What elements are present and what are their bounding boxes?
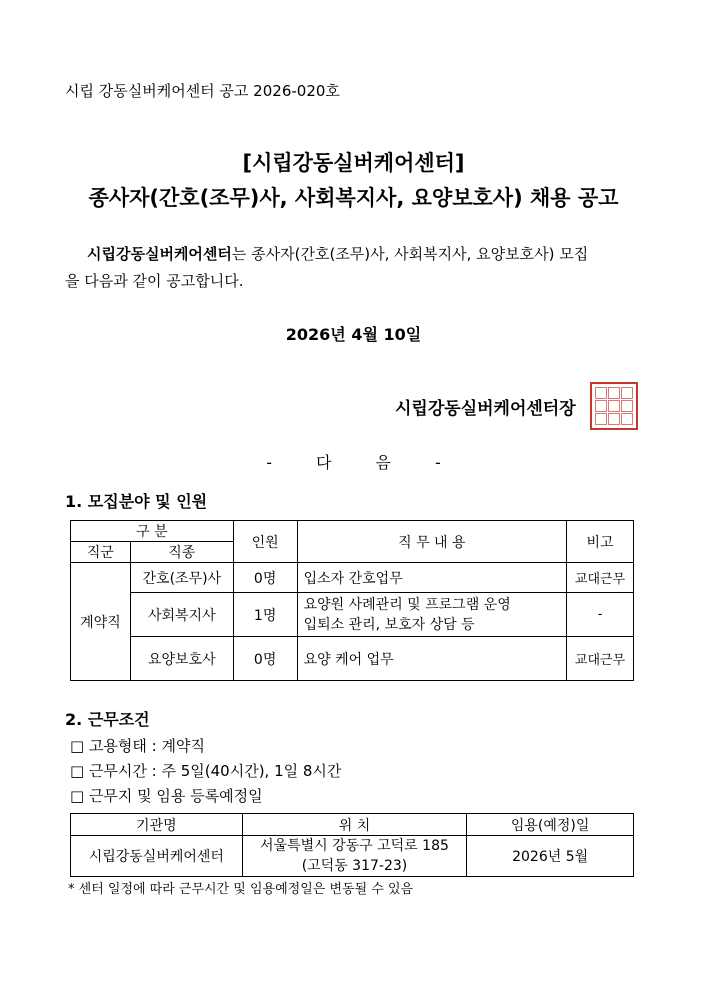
section2-heading: 2. 근무조건 — [65, 710, 150, 729]
header-headcount: 인원 — [233, 521, 297, 563]
duties-line-1: 요양원 사례관리 및 프로그램 운영 — [303, 596, 511, 613]
header-location: 위 치 — [242, 814, 467, 836]
intro-line1-rest: 는 종사자(간호(조무)사, 사회복지사, 요양보호사) 모집 — [231, 245, 589, 263]
table-row — [71, 836, 634, 877]
condition-work-hours: □ 근무시간 : 주 5일(40시간), 1일 8시간 — [70, 762, 342, 780]
remarks-cell: - — [567, 593, 634, 637]
location-cell — [242, 836, 467, 877]
duties-cell: 요양 케어 업무 — [297, 637, 566, 681]
remarks-cell: 교대근무 — [567, 563, 634, 593]
intro-line2: 을 다음과 같이 공고합니다. — [65, 272, 244, 290]
headcount-cell: 0명 — [233, 637, 297, 681]
duties-cell — [297, 593, 566, 637]
dagum-divider — [0, 450, 707, 473]
headcount-cell: 0명 — [233, 563, 297, 593]
duties-line-2: 입퇴소 관리, 보호자 상담 등 — [303, 616, 475, 633]
table-row — [71, 593, 634, 637]
header-remarks: 비고 — [567, 521, 634, 563]
recruitment-table — [70, 520, 634, 681]
start-date-cell: 2026년 5월 — [467, 836, 634, 877]
dagum-char-2: 음 — [375, 453, 391, 472]
header-start-date: 임용(예정)일 — [467, 814, 634, 836]
dagum-dash-left: - — [266, 453, 273, 472]
header-duties: 직 무 내 용 — [297, 521, 566, 563]
org-cell: 시립강동실버케어센터 — [71, 836, 243, 877]
announcement-date: 2026년 4월 10일 — [285, 325, 422, 344]
title-line-1: [시립강동실버케어센터] — [242, 151, 465, 175]
table-row — [71, 563, 634, 593]
type-cell: 요양보호사 — [130, 637, 233, 681]
title-line-2: 종사자(간호(조무)사, 사회복지사, 요양보호사) 채용 공고 — [88, 186, 619, 210]
header-org: 기관명 — [71, 814, 243, 836]
intro-paragraph — [65, 241, 643, 295]
condition-employment-type: □ 고용형태 : 계약직 — [70, 737, 205, 755]
footnote: * 센터 일정에 따라 근무시간 및 임용예정일은 변동될 수 있음 — [68, 882, 414, 897]
duties-cell: 입소자 간호업무 — [297, 563, 566, 593]
header-group: 직군 — [71, 542, 131, 563]
workplace-table — [70, 813, 634, 877]
type-cell: 간호(조무)사 — [130, 563, 233, 593]
section1-heading: 1. 모집분야 및 인원 — [65, 492, 208, 511]
headcount-cell: 1명 — [233, 593, 297, 637]
type-cell: 사회복지사 — [130, 593, 233, 637]
signer-title: 시립강동실버케어센터장 — [395, 399, 576, 419]
official-seal-icon — [590, 382, 638, 430]
header-type: 직종 — [130, 542, 233, 563]
location-line-2: (고덕동 317-23) — [301, 858, 408, 874]
notice-number: 시립 강동실버케어센터 공고 2026-020호 — [65, 82, 340, 100]
group-cell: 계약직 — [71, 563, 131, 681]
remarks-cell: 교대근무 — [567, 637, 634, 681]
location-line-1: 서울특별시 강동구 고덕로 185 — [260, 838, 449, 854]
intro-org-name: 시립강동실버케어센터 — [87, 245, 232, 263]
dagum-dash-right: - — [434, 453, 441, 472]
header-category: 구 분 — [71, 521, 234, 542]
condition-location-date: □ 근무지 및 임용 등록예정일 — [70, 787, 263, 805]
dagum-char-1: 다 — [316, 453, 332, 472]
table-row — [71, 637, 634, 681]
